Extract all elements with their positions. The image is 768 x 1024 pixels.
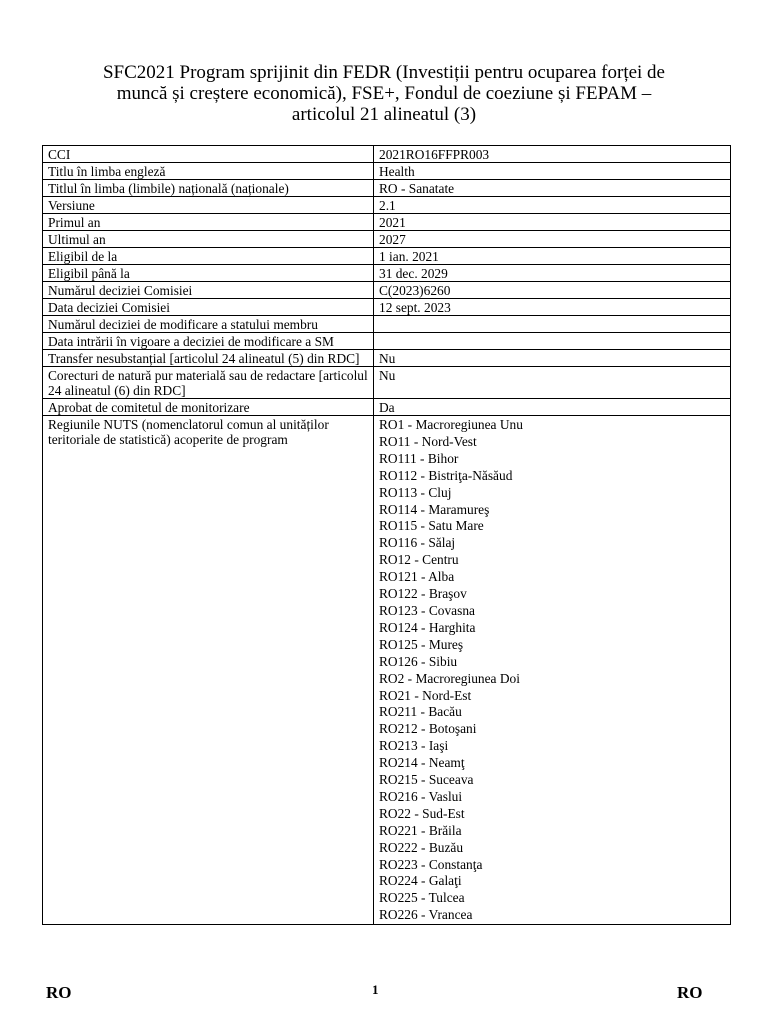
region-item: RO116 - Sălaj bbox=[379, 535, 456, 551]
table-row bbox=[43, 299, 731, 316]
region-item: RO224 - Galaţi bbox=[379, 873, 462, 889]
table-row bbox=[43, 180, 731, 197]
title-line-2: muncă și creștere economică), FSE+, Fondul de coeziune și FEPAM – bbox=[116, 83, 652, 104]
row-label: Numărul deciziei de modificare a statului membru bbox=[43, 316, 374, 333]
page-number: 1 bbox=[372, 982, 379, 997]
region-item: RO113 - Cluj bbox=[379, 484, 452, 500]
row-value: C(2023)6260 bbox=[374, 282, 731, 299]
program-info-table bbox=[42, 145, 731, 925]
region-item: RO2 - Macroregiunea Doi bbox=[379, 670, 520, 686]
region-item: RO112 - Bistriţa-Năsăud bbox=[379, 467, 513, 483]
row-value: Nu bbox=[374, 367, 731, 399]
table-row bbox=[43, 231, 731, 248]
regions-list bbox=[374, 416, 731, 925]
table-row bbox=[43, 333, 731, 350]
row-value: 2021 bbox=[374, 214, 731, 231]
row-label: CCI bbox=[43, 146, 374, 163]
row-value: 1 ian. 2021 bbox=[374, 248, 731, 265]
region-item: RO114 - Maramureş bbox=[379, 501, 490, 517]
row-label: Aprobat de comitetul de monitorizare bbox=[43, 399, 374, 416]
region-item: RO22 - Sud-Est bbox=[379, 805, 465, 821]
region-item: RO21 - Nord-Est bbox=[379, 687, 472, 703]
title-line-3: articolul 21 alineatul (3) bbox=[291, 104, 477, 125]
table-row bbox=[43, 197, 731, 214]
row-value: RO - Sanatate bbox=[374, 180, 731, 197]
table-row bbox=[43, 163, 731, 180]
row-label: Titlu în limba engleză bbox=[43, 163, 374, 180]
region-item: RO225 - Tulcea bbox=[379, 890, 465, 906]
row-label: Versiune bbox=[43, 197, 374, 214]
region-item: RO211 - Bacău bbox=[379, 704, 462, 720]
region-item: RO123 - Covasna bbox=[379, 602, 475, 618]
table-row bbox=[43, 367, 731, 399]
regions-label: Regiunile NUTS (nomenclatorul comun al unităților teritoriale de statistică) acoperite de program bbox=[43, 416, 374, 925]
row-value: 2027 bbox=[374, 231, 731, 248]
table-row bbox=[43, 282, 731, 299]
program-info-table-body bbox=[43, 146, 731, 925]
row-label: Data intrării în vigoare a deciziei de modificare a SM bbox=[43, 333, 374, 350]
region-item: RO11 - Nord-Vest bbox=[379, 433, 477, 449]
table-row-regions bbox=[43, 416, 731, 925]
region-item: RO124 - Harghita bbox=[379, 619, 476, 635]
region-item: RO122 - Braşov bbox=[379, 586, 467, 602]
row-value: 2021RO16FFPR003 bbox=[374, 146, 731, 163]
row-label: Eligibil până la bbox=[43, 265, 374, 282]
footer-language-right: RO bbox=[677, 983, 703, 1002]
footer-language-left: RO bbox=[46, 983, 72, 1002]
table-row bbox=[43, 214, 731, 231]
table-row bbox=[43, 248, 731, 265]
row-value: Nu bbox=[374, 350, 731, 367]
row-label: Eligibil de la bbox=[43, 248, 374, 265]
region-item: RO215 - Suceava bbox=[379, 772, 474, 788]
row-value: 31 dec. 2029 bbox=[374, 265, 731, 282]
region-item: RO111 - Bihor bbox=[379, 450, 459, 466]
region-item: RO216 - Vaslui bbox=[379, 788, 463, 804]
region-item: RO121 - Alba bbox=[379, 569, 455, 585]
document-title bbox=[40, 62, 728, 125]
row-label: Numărul deciziei Comisiei bbox=[43, 282, 374, 299]
table-row bbox=[43, 146, 731, 163]
row-label: Corecturi de natură pur materială sau de redactare [articolul 24 alineatul (6) din RDC] bbox=[43, 367, 374, 399]
title-line-1: SFC2021 Program sprijinit din FEDR (Investiții pentru ocuparea forței de bbox=[102, 62, 665, 83]
region-item: RO12 - Centru bbox=[379, 552, 459, 568]
region-item: RO213 - Iaşi bbox=[379, 738, 449, 754]
region-item: RO125 - Mureş bbox=[379, 636, 464, 652]
row-value bbox=[374, 333, 731, 350]
row-label: Titlul în limba (limbile) națională (naționale) bbox=[43, 180, 374, 197]
row-label: Transfer nesubstanțial [articolul 24 alineatul (5) din RDC] bbox=[43, 350, 374, 367]
table-row bbox=[43, 265, 731, 282]
row-label: Data deciziei Comisiei bbox=[43, 299, 374, 316]
region-item: RO212 - Botoşani bbox=[379, 721, 477, 737]
row-label: Ultimul an bbox=[43, 231, 374, 248]
region-item: RO221 - Brăila bbox=[379, 822, 462, 838]
region-item: RO223 - Constanţa bbox=[379, 856, 483, 872]
row-value: Da bbox=[374, 399, 731, 416]
row-value bbox=[374, 316, 731, 333]
region-item: RO222 - Buzău bbox=[379, 839, 464, 855]
table-row bbox=[43, 316, 731, 333]
region-item: RO226 - Vrancea bbox=[379, 907, 473, 923]
region-item: RO115 - Satu Mare bbox=[379, 518, 484, 534]
region-item: RO214 - Neamţ bbox=[379, 755, 465, 771]
row-value: 2.1 bbox=[374, 197, 731, 214]
table-row bbox=[43, 350, 731, 367]
table-row bbox=[43, 399, 731, 416]
row-value: 12 sept. 2023 bbox=[374, 299, 731, 316]
row-value: Health bbox=[374, 163, 731, 180]
row-label: Primul an bbox=[43, 214, 374, 231]
region-item: RO1 - Macroregiunea Unu bbox=[379, 417, 523, 432]
region-item: RO126 - Sibiu bbox=[379, 653, 458, 669]
